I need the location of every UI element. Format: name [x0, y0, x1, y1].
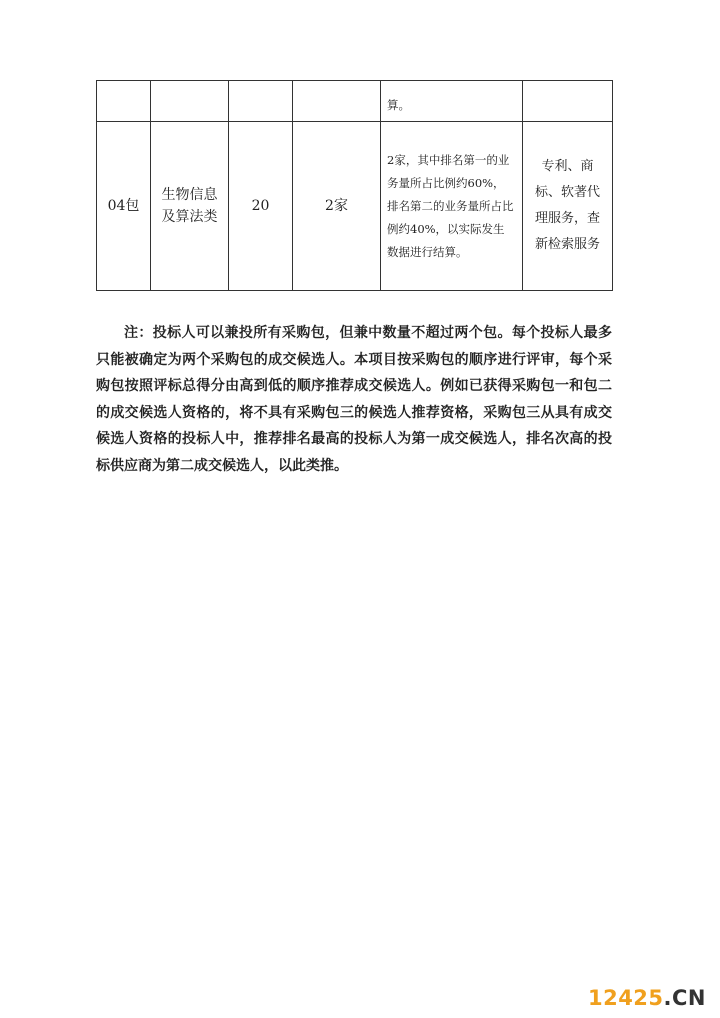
scope-cell: 专利、商标、软著代理服务，查新检索服务	[523, 122, 613, 291]
quantity-cell: 20	[229, 122, 293, 291]
quantity-cell	[229, 81, 293, 122]
package-cell: 04包	[97, 122, 151, 291]
watermark-number: 12425	[587, 986, 664, 1010]
procurement-package-table	[96, 80, 613, 291]
remark-cell: 2家，其中排名第一的业务量所占比例约60%，排名第二的业务量所占比例约40%，以实际发生数据进行结算。	[381, 122, 523, 291]
winners-cell: 2家	[293, 122, 381, 291]
remark-cell: 算。	[381, 81, 523, 122]
scope-cell	[523, 81, 613, 122]
winners-cell	[293, 81, 381, 122]
note-paragraph: 注：投标人可以兼投所有采购包，但兼中数量不超过两个包。每个投标人最多只能被确定为两个采购包的成交候选人。本项目按采购包的顺序进行评审，每个采购包按照评标总得分由高到低的顺序推荐成交候选人。例如已获得采购包一和包二的成交候选人资格的，将不具有采购包三的候选人推荐资格，采购包三从具有成交候选人资格的投标人中，推荐排名最高的投标人为第一成交候选人，排名次高的投标供应商为第二成交候选人，以此类推。	[96, 325, 612, 474]
table-row	[97, 81, 613, 122]
package-cell	[97, 81, 151, 122]
watermark-domain: .CN	[663, 986, 706, 1010]
category-cell: 生物信息及算法类	[151, 122, 229, 291]
site-watermark	[588, 986, 706, 1010]
table-row	[97, 122, 613, 291]
category-cell	[151, 81, 229, 122]
